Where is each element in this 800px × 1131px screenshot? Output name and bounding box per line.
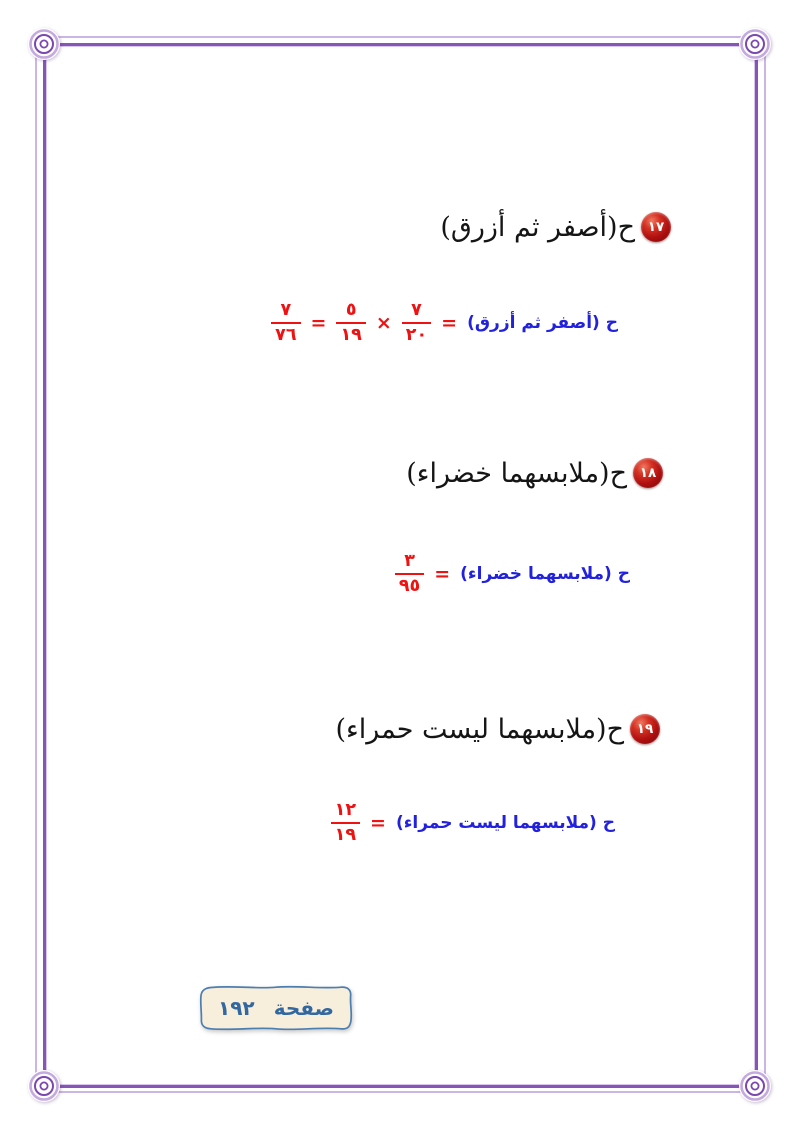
problem-heading-text-17: ح(أصفر ثم أزرق): [440, 211, 635, 243]
multiply-op: ×: [375, 312, 392, 334]
fraction-bar: [331, 822, 360, 824]
fraction: [395, 552, 424, 596]
solution-equation-19: [331, 796, 615, 850]
problem-heading-18: [406, 450, 663, 496]
solution-label-17: ح (أصفر ثم أزرق): [467, 313, 618, 333]
fraction-denominator: ١٩: [334, 824, 357, 845]
fraction-bar: [271, 322, 300, 324]
fraction: [271, 301, 300, 345]
corner-ornament-icon: [26, 26, 62, 62]
fraction-denominator: ٧٦: [275, 324, 297, 345]
fraction-denominator: ١٩: [340, 324, 362, 345]
problem-heading-19: [336, 706, 660, 752]
page-badge-text: [198, 984, 354, 1032]
fraction: [336, 301, 365, 345]
solution-equation-18: [395, 547, 630, 601]
equals-op: =: [310, 312, 327, 334]
fraction: [331, 801, 360, 845]
equals-op: =: [434, 563, 451, 585]
fraction-bar: [395, 573, 424, 575]
fraction: [402, 301, 431, 345]
solution-equation-17: [271, 296, 618, 350]
corner-ornament-icon: [26, 1068, 62, 1104]
problem-heading-text-19: ح(ملابسهما ليست حمراء): [335, 713, 624, 745]
fraction-numerator: ٧: [280, 299, 292, 320]
corner-ornament-icon: [737, 26, 773, 62]
corner-ornament-icon: [737, 1068, 773, 1104]
problem-number-badge-19: ١٩: [630, 714, 660, 744]
fraction-denominator: ٢٠: [405, 324, 428, 345]
problem-number-badge-17: ١٧: [641, 212, 671, 242]
problem-number-badge-18: ١٨: [633, 458, 663, 488]
fraction-denominator: ٩٥: [398, 575, 421, 596]
fraction-numerator: ٧: [411, 299, 422, 320]
solution-label-19: ح (ملابسهما ليست حمراء): [395, 813, 615, 833]
problem-heading-text-18: ح(ملابسهما خضراء): [406, 457, 627, 489]
equals-op: =: [441, 312, 458, 334]
page-number: ١٩٢: [218, 996, 255, 1020]
equals-op: =: [370, 812, 386, 834]
fraction-numerator: ٥: [345, 299, 357, 320]
page-number-badge: [198, 984, 354, 1032]
page-word: صفحة: [273, 996, 334, 1020]
fraction-numerator: ٣: [404, 550, 415, 571]
solution-label-18: ح (ملابسهما خضراء): [460, 564, 630, 584]
fraction-numerator: ١٢: [334, 799, 357, 820]
fraction-bar: [336, 322, 365, 324]
fraction-bar: [402, 322, 431, 324]
problem-heading-17: [440, 204, 671, 250]
